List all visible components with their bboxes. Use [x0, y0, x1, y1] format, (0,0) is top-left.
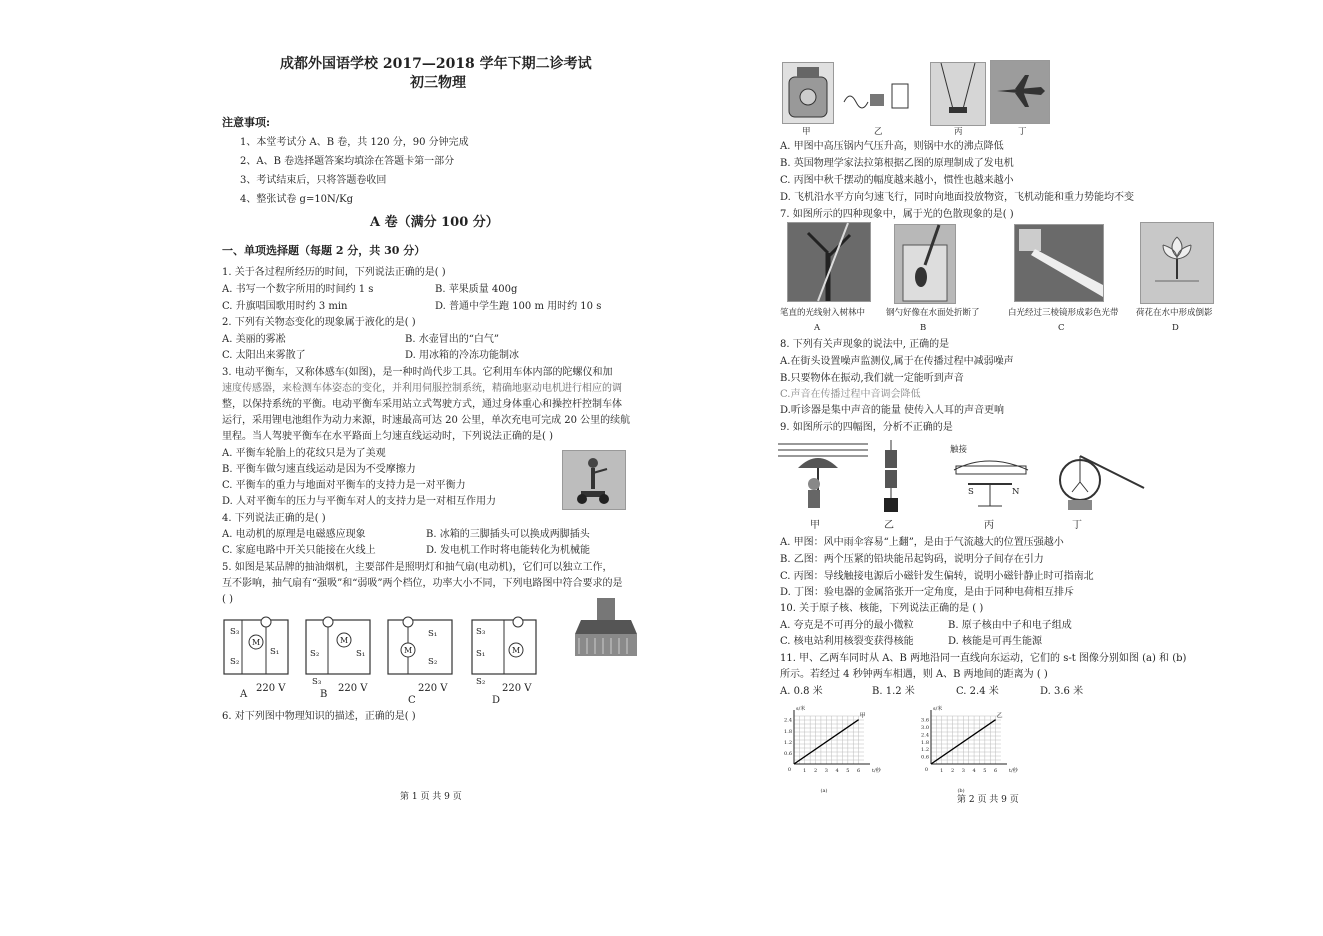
figure-caption: 乙: [884, 520, 894, 531]
y-tick-label: 2.4: [921, 732, 929, 739]
magnet-pole-label: N: [1012, 487, 1020, 497]
question-1: 1. 关于各过程所经历的时间，下列说法正确的是( ): [222, 267, 446, 278]
figure-caption: 丁: [1018, 127, 1027, 137]
circuit-c: [386, 612, 456, 682]
circuit-label: C: [408, 695, 416, 706]
option: A. 甲图中高压锅内气压升高，则锅中水的沸点降低: [780, 141, 1004, 152]
figure-caption: 钢勺好像在水面处折断了: [886, 308, 980, 318]
question-9: 9. 如图所示的四幅图，分析不正确的是: [780, 422, 953, 433]
figure-caption: 丁: [1072, 520, 1082, 531]
figure-caption: 丙: [984, 520, 994, 531]
question-8: 8. 下列有关声现象的说法中, 正确的是: [780, 339, 950, 350]
magnet-pole-label: S: [968, 487, 974, 497]
balance-scooter-photo: [562, 450, 626, 510]
x-tick-label: 4: [972, 768, 976, 774]
circuit-voltage: 220 V: [256, 683, 286, 694]
switch-label: S₂: [428, 657, 438, 667]
option: D. 丁图：验电器的金属箔张开一定角度，是由于同种电荷相互排斥: [780, 587, 1075, 598]
circuit-voltage: 220 V: [418, 683, 448, 694]
switch-label: S₂: [230, 657, 240, 667]
st-chart-a: [780, 706, 890, 796]
option: C. 太阳出来雾散了: [222, 350, 306, 361]
option: D. 飞机沿水平方向匀速飞行，同时向地面投放物资，飞机动能和重力势能均不变: [780, 192, 1135, 203]
question-5-line: ( ): [222, 594, 233, 605]
figure-caption: 白光经过三棱镜形成彩色光带: [1008, 308, 1119, 318]
circuit-voltage: 220 V: [338, 683, 368, 694]
y-tick-label: 3.0: [921, 725, 929, 732]
motor-symbol: M: [340, 636, 349, 645]
option: B. 平衡车做匀速直线运动是因为不受摩擦力: [222, 464, 416, 475]
switch-label: S₁: [356, 649, 366, 659]
option: D. 普通中学生跑 100 m 用时约 10 s: [435, 301, 602, 312]
option: C. 2.4 米: [956, 686, 999, 697]
option: D. 用冰箱的冷冻功能制冰: [405, 350, 520, 361]
option: A. 美丽的雾凇: [222, 334, 286, 345]
note-item: 3、考试结束后，只将答题卷收回: [240, 175, 387, 186]
option: B. 冰箱的三脚插头可以换成两脚插头: [426, 529, 590, 540]
option: A. 平衡车轮胎上的花纹只是为了美观: [222, 448, 386, 459]
option: C. 升旗唱国歌用时约 3 min: [222, 301, 348, 312]
motor-symbol: M: [252, 638, 261, 647]
circuit-label: D: [492, 695, 501, 706]
prism-image: [1014, 224, 1104, 302]
figure-caption: 甲: [810, 520, 820, 531]
part1-heading: 一、单项选择题（每题 2 分，共 30 分）: [222, 244, 426, 257]
switch-label: S₃: [476, 627, 486, 637]
range-hood-photo: [575, 598, 637, 660]
coil-magnet-image: [842, 80, 912, 120]
figure-caption: 笔直的光线射入树林中: [780, 308, 866, 318]
option: A. 夸克是不可再分的最小微粒: [780, 620, 914, 631]
option: D. 发电机工作时将电能转化为机械能: [426, 545, 591, 556]
y-tick-label: 1.2: [784, 739, 792, 746]
option: B. 水壶冒出的“白气”: [405, 334, 499, 345]
figure-letter: B: [920, 323, 927, 333]
question-3-line: 里程。当人驾驶平衡车在水平路面上匀速直线运动时，下列说法正确的是( ): [222, 431, 553, 442]
exam-page-2: [662, 0, 1323, 936]
y-tick-label: 0.6: [921, 754, 929, 761]
question-5-line: 5. 如图是某品牌的抽油烟机，主要部件是照明灯和抽气扇(电动机)，它们可以独立工作，: [222, 562, 613, 573]
question-3-line: 整，以保持系统的平衡。电动平衡车采用站立式驾驶方式，通过身体重心和操控杆控制车体: [222, 399, 622, 410]
chart-caption: (b): [957, 788, 965, 794]
chart-caption: (a): [820, 788, 828, 794]
option: D. 核能是可再生能源: [948, 636, 1043, 647]
umbrella-figure: [778, 438, 868, 514]
option: A. 0.8 米: [780, 686, 823, 697]
section-a-heading: A 卷（满分 100 分）: [370, 215, 499, 230]
question-3-line: 运行，采用锂电池组作为动力来源，时速最高可达 20 公里，单次充电可完成 20 公里的续航: [222, 415, 631, 426]
figure-letter: C: [1058, 323, 1065, 333]
switch-label: S₁: [428, 629, 438, 639]
circuit-label: A: [240, 689, 248, 700]
option: B. 原子核由中子和电子组成: [948, 620, 1072, 631]
switch-label: S₂: [310, 649, 320, 659]
touch-label: 触接: [950, 445, 968, 455]
y-tick-label: 1.8: [784, 728, 792, 735]
option: B.只要物体在振动,我们就一定能听到声音: [780, 373, 964, 384]
note-item: 1、本堂考试分 A、B 卷，共 120 分，90 分钟完成: [240, 137, 469, 148]
question-2: 2. 下列有关物态变化的现象属于液化的是( ): [222, 317, 416, 328]
question-3-line: 速度传感器，来检测车体姿态的变化，并利用伺服控制系统，精确地驱动电机进行相应的调: [222, 383, 622, 394]
switch-label: S₃: [230, 627, 240, 637]
circuit-a: [222, 612, 292, 682]
question-7: 7. 如图所示的四种现象中，属于光的色散现象的是( ): [780, 209, 1014, 220]
switch-label: S₁: [476, 649, 486, 659]
origin-label: 0: [924, 767, 928, 773]
option: A. 甲图：风中雨伞容易“上翻”，是由于气流越大的位置压强越小: [780, 537, 1064, 548]
option: D. 3.6 米: [1040, 686, 1084, 697]
option: C. 丙图：导线触接电源后小磁针发生偏转，说明小磁针静止时可指南北: [780, 571, 1094, 582]
option: A. 电动机的原理是电磁感应现象: [222, 529, 366, 540]
exam-title: 成都外国语学校 2017—2018 学年下期二诊考试: [280, 56, 592, 72]
x-tick-label: 4: [835, 768, 839, 774]
question-3-line: 3. 电动平衡车，又称体感车(如图)，是一种时尚代步工具。它利用车体内部的陀螺仪和加: [222, 367, 613, 378]
figure-caption: 乙: [874, 127, 883, 137]
option: C.声音在传播过程中音调会降低: [780, 389, 921, 400]
x-axis-label: t/秒: [1009, 768, 1018, 774]
option: B. 英国物理学家法拉第根据乙图的原理制成了发电机: [780, 158, 1014, 169]
note-item: 4、整张试卷 g=10N/Kg: [240, 194, 354, 205]
circuit-b: [304, 612, 374, 687]
person-icon: [563, 451, 625, 509]
option: C. 丙图中秋千摆动的幅度越来越小，惯性也越来越小: [780, 175, 1014, 186]
switch-label: S₃: [312, 677, 322, 687]
x-tick-label: 3: [961, 768, 965, 774]
y-tick-label: 2.4: [784, 717, 792, 724]
option: D.听诊器是集中声音的能量 使传入人耳的声音更响: [780, 405, 1005, 416]
swing-image: [930, 62, 986, 126]
circuit-d: [470, 612, 540, 687]
st-chart-b: [917, 706, 1027, 796]
note-item: 2、A、B 卷选择题答案均填涂在答题卡第一部分: [240, 156, 455, 167]
option: C. 家庭电路中开关只能接在火线上: [222, 545, 376, 556]
option: A. 书写一个数字所用的时间约 1 s: [222, 284, 374, 295]
oersted-figure: [948, 454, 1038, 512]
switch-label: S₁: [270, 647, 280, 657]
question-11-line: 11. 甲、乙两车同时从 A、B 两地沿同一直线向东运动，它们的 s-t 图像分别如图 (a) 和 (b): [780, 653, 1187, 664]
origin-label: 0: [787, 767, 791, 773]
option: B. 1.2 米: [872, 686, 915, 697]
tree-light-image: [787, 222, 871, 302]
series-label: 乙: [996, 712, 1003, 720]
y-axis-label: s/米: [796, 706, 806, 712]
y-axis-label: s/米: [933, 706, 943, 712]
switch-label: S₂: [476, 677, 486, 687]
circuit-voltage: 220 V: [502, 683, 532, 694]
spoon-water-image: [894, 224, 956, 304]
pressure-cooker-image: [782, 62, 834, 124]
page-footer: 第 2 页 共 9 页: [957, 795, 1019, 805]
y-tick-label: 1.2: [921, 747, 929, 754]
question-5-line: 互不影响，抽气扇有“强吸”和“弱吸”两个档位，功率大小不同，下列电路图中符合要求的是: [222, 578, 623, 589]
question-11-line: 所示。若经过 4 秒钟两车相遇，则 A、B 两地间的距离为 ( ): [780, 669, 1048, 680]
y-tick-label: 1.8: [921, 739, 929, 746]
x-tick-label: 5: [846, 768, 850, 774]
x-tick-label: 1: [940, 768, 944, 774]
lead-blocks-figure: [876, 440, 906, 516]
figure-caption: 甲: [802, 127, 811, 137]
figure-letter: D: [1172, 323, 1179, 333]
y-tick-label: 0.6: [784, 750, 792, 757]
y-tick-label: 3.6: [921, 717, 929, 724]
figure-caption: 丙: [954, 127, 963, 137]
x-tick-label: 3: [824, 768, 828, 774]
circuit-label: B: [320, 689, 328, 700]
option: C. 平衡车的重力与地面对平衡车的支持力是一对平衡力: [222, 480, 466, 491]
notes-heading: 注意事项:: [222, 116, 271, 129]
motor-symbol: M: [512, 646, 521, 655]
lotus-image: [1140, 222, 1214, 304]
question-10: 10. 关于原子核、核能，下列说法正确的是 ( ): [780, 603, 984, 614]
airplane-image: [990, 60, 1050, 124]
x-tick-label: 6: [857, 768, 861, 774]
motor-symbol: M: [404, 646, 413, 655]
page-footer: 第 1 页 共 9 页: [400, 792, 462, 802]
question-4: 4. 下列说法正确的是( ): [222, 513, 326, 524]
x-tick-label: 5: [983, 768, 987, 774]
x-tick-label: 2: [813, 768, 818, 774]
option: C. 核电站利用核裂变获得核能: [780, 636, 914, 647]
exam-subtitle: 初三物理: [410, 75, 466, 91]
option: A.在街头设置噪声监测仪,属于在传播过程中减弱噪声: [780, 356, 1014, 367]
electroscope-figure: [1054, 452, 1150, 516]
x-tick-label: 6: [994, 768, 998, 774]
option: B. 苹果质量 400g: [435, 284, 518, 295]
option: D. 人对平衡车的压力与平衡车对人的支持力是一对相互作用力: [222, 496, 497, 507]
series-label: 甲: [859, 712, 866, 720]
question-6: 6. 对下列图中物理知识的描述，正确的是( ): [222, 711, 416, 722]
x-axis-label: t/秒: [872, 768, 881, 774]
figure-caption: 荷花在水中形成倒影: [1136, 308, 1213, 318]
x-tick-label: 1: [803, 768, 807, 774]
option: B. 乙图：两个压紧的铅块能吊起钩码，说明分子间存在引力: [780, 554, 1044, 565]
x-tick-label: 2: [950, 768, 955, 774]
figure-letter: A: [814, 323, 821, 333]
